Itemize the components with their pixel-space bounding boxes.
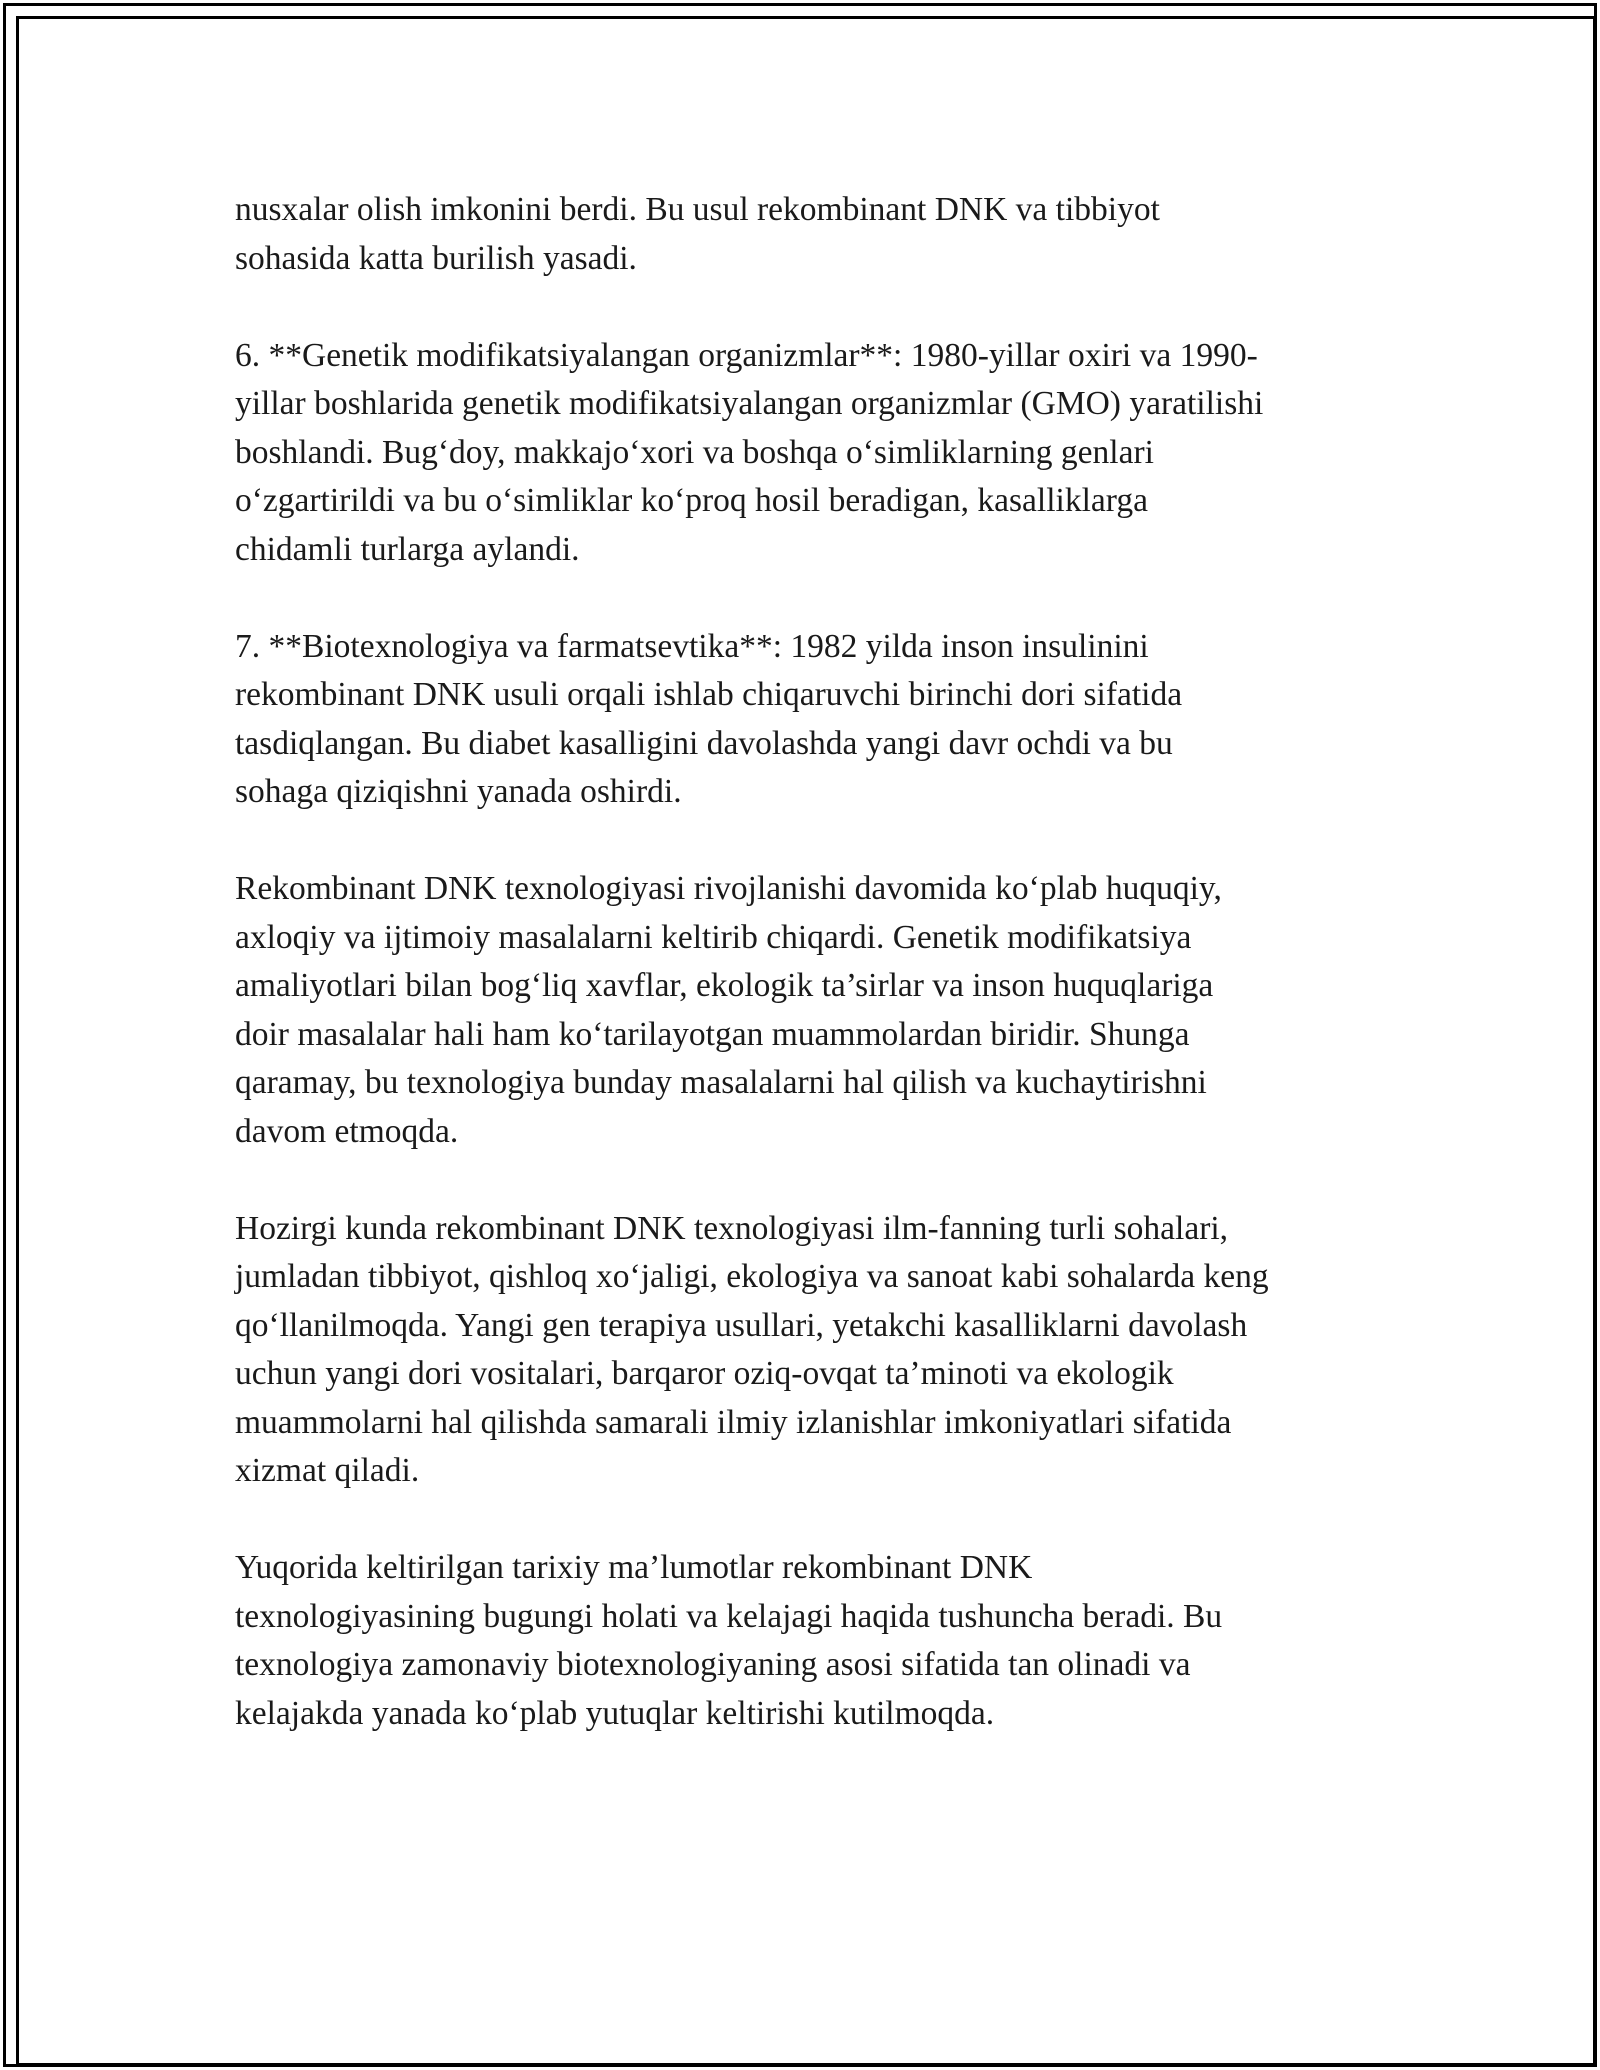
text-line: boshlandi. Bug‘doy, makkajo‘xori va boshqa o‘simliklarning genlari: [235, 433, 1154, 471]
text-line: Hozirgi kunda rekombinant DNK texnologiyasi ilm-fanning turli sohalari,: [235, 1209, 1229, 1247]
text-line: axloqiy va ijtimoiy masalalarni keltirib chiqardi. Genetik modifikatsiya: [235, 918, 1192, 956]
paragraph-gmo: [235, 332, 1395, 575]
paragraph-issues: [235, 865, 1395, 1156]
paragraph-applications: [235, 1205, 1395, 1496]
text-line: uchun yangi dori vositalari, barqaror oziq-ovqat ta’minoti va ekologik: [235, 1355, 1174, 1392]
text-line: tasdiqlangan. Bu diabet kasalligini davolashda yangi davr ochdi va bu: [235, 724, 1173, 762]
text-line: amaliyotlari bilan bog‘liq xavflar, ekologik ta’sirlar va inson huquqlariga: [235, 967, 1214, 1004]
text-line: xizmat qiladi.: [235, 1452, 420, 1489]
text-line: Rekombinant DNK texnologiyasi rivojlanishi davomida ko‘plab huquqiy,: [235, 870, 1222, 907]
paragraph-conclusion: [235, 1544, 1395, 1738]
text-line: qo‘llanilmoqda. Yangi gen terapiya usullari, yetakchi kasalliklarni davolash: [235, 1306, 1248, 1344]
text-line: 6. **Genetik modifikatsiyalangan organizmlar**: 1980-yillar oxiri va 1990-: [235, 336, 1258, 374]
text-line: chidamli turlarga aylandi.: [235, 530, 580, 568]
text-line: muammolarni hal qilishda samarali ilmiy izlanishlar imkoniyatlari sifatida: [235, 1403, 1232, 1441]
text-line: qaramay, bu texnologiya bunday masalalarni hal qilish va kuchaytirishni: [235, 1064, 1207, 1101]
text-line: 7. **Biotexnologiya va farmatsevtika**: 1982 yilda inson insulinini: [235, 627, 1149, 665]
document-body: [235, 186, 1395, 1787]
text-line: o‘zgartirildi va bu o‘simliklar ko‘proq hosil beradigan, kasalliklarga: [235, 482, 1148, 519]
text-line: sohasida katta burilish yasadi.: [235, 239, 637, 277]
text-line: sohaga qiziqishni yanada oshirdi.: [235, 773, 682, 810]
paragraph-biotech: [235, 623, 1395, 817]
text-line: nusxalar olish imkonini berdi. Bu usul rekombinant DNK va tibbiyot: [235, 191, 1160, 228]
text-line: texnologiyasining bugungi holati va kelajagi haqida tushuncha beradi. Bu: [235, 1597, 1223, 1635]
text-line: davom etmoqda.: [235, 1112, 459, 1150]
text-line: doir masalalar hali ham ko‘tarilayotgan muammolardan biridir. Shunga: [235, 1015, 1190, 1053]
paragraph-continuation: [235, 186, 1395, 283]
text-line: yillar boshlarida genetik modifikatsiyalangan organizmlar (GMO) yaratilishi: [235, 385, 1264, 422]
text-line: kelajakda yanada ko‘plab yutuqlar keltirishi kutilmoqda.: [235, 1694, 995, 1732]
text-line: rekombinant DNK usuli orqali ishlab chiqaruvchi birinchi dori sifatida: [235, 676, 1183, 713]
text-line: texnologiya zamonaviy biotexnologiyaning asosi sifatida tan olinadi va: [235, 1646, 1191, 1683]
text-line: jumladan tibbiyot, qishloq xo‘jaligi, ekologiya va sanoat kabi sohalarda keng: [235, 1258, 1269, 1295]
text-line: Yuqorida keltirilgan tarixiy ma’lumotlar rekombinant DNK: [235, 1549, 1033, 1586]
